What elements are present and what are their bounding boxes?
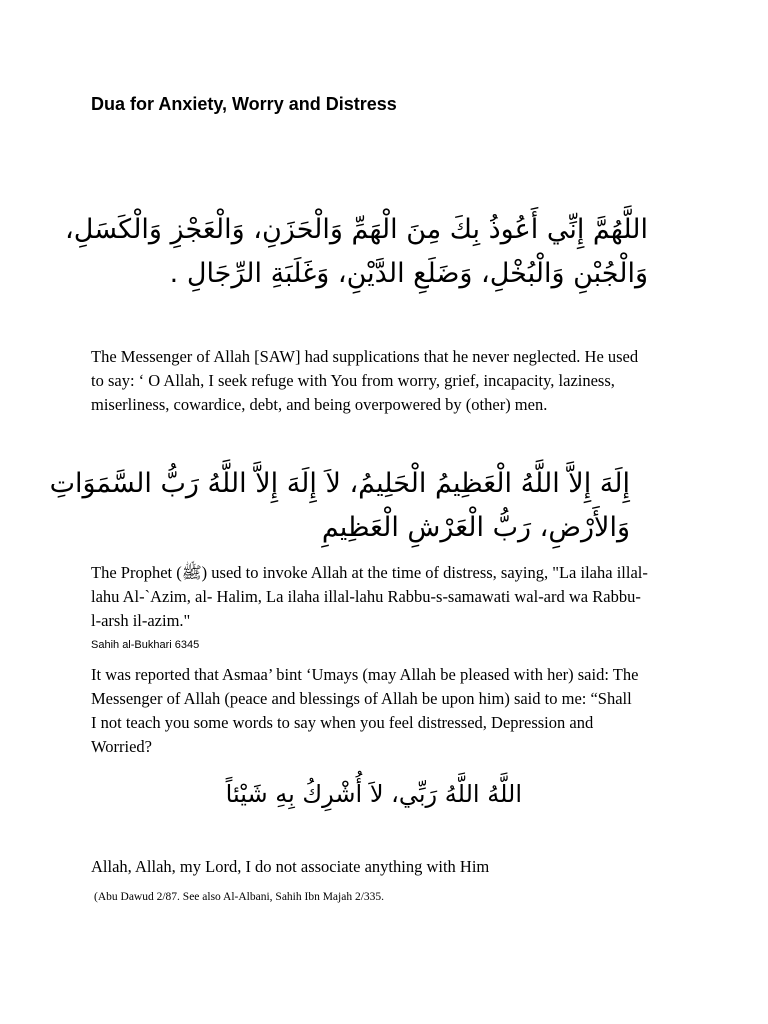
dua2-arabic xyxy=(49,462,630,550)
dua2-translation-line: lahu Al-`Azim, al- Halim, La ilaha illal-lahu Rabbu-s-samawati wal-ard wa Rabbu- xyxy=(91,587,641,606)
dua1-arabic-line: اللَّهُمَّ إِنِّي أَعُوذُ بِكَ مِنَ الْهَمِّ وَالْحَزَنِ، وَالْعَجْزِ وَالْكَسَلِ، xyxy=(65,214,648,245)
dua2-arabic-line: إِلَهَ إِلاَّ اللَّهُ الْعَظِيمُ الْحَلِيمُ، لاَ إِلَهَ إِلاَّ اللَّهُ رَبُّ السَّمَوَاتِ xyxy=(49,468,630,499)
dua2-source: Sahih al-Bukhari 6345 xyxy=(91,639,200,651)
dua1-translation-line: miserliness, cowardice, debt, and being overpowered by (other) men. xyxy=(91,395,548,414)
dua3-arabic: اللَّهُ اللَّهُ رَبِّي، لاَ أُشْرِكُ بِهِ شَيْئاً xyxy=(225,780,522,808)
dua3-intro-line: Worried? xyxy=(91,737,152,756)
dua1-arabic xyxy=(65,208,648,296)
dua2-arabic-line: وَالأَرْضِ، رَبُّ الْعَرْشِ الْعَظِيمِ xyxy=(321,512,630,543)
dua1-arabic-line: وَالْجُبْنِ وَالْبُخْلِ، وَضَلَعِ الدَّيْنِ، وَغَلَبَةِ الرِّجَالِ . xyxy=(169,258,648,289)
dua3-intro-line: I not teach you some words to say when you feel distressed, Depression and xyxy=(91,713,594,732)
dua2-translation xyxy=(91,561,691,633)
dua3-citation: (Abu Dawud 2/87. See also Al-Albani, Sahih Ibn Majah 2/335. xyxy=(94,891,385,903)
dua3-translation: Allah, Allah, my Lord, I do not associate anything with Him xyxy=(91,857,490,876)
dua2-translation-line: l-arsh il-azim." xyxy=(91,611,191,630)
dua3-intro-line: Messenger of Allah (peace and blessings of Allah be upon him) said to me: “Shall xyxy=(91,689,632,708)
dua1-translation xyxy=(91,345,691,417)
page-title: Dua for Anxiety, Worry and Distress xyxy=(91,94,397,114)
dua3-intro-line: It was reported that Asmaa’ bint ‘Umays (may Allah be pleased with her) said: The xyxy=(91,665,639,684)
dua1-translation-line: The Messenger of Allah [SAW] had supplications that he never neglected. He used xyxy=(91,347,639,366)
dua2-translation-line: The Prophet (ﷺ) used to invoke Allah at the time of distress, saying, "La ilaha illal- xyxy=(91,563,648,582)
dua3-intro xyxy=(91,663,691,759)
dua1-translation-line: to say: ‘ O Allah, I seek refuge with You from worry, grief, incapacity, laziness, xyxy=(91,371,615,390)
